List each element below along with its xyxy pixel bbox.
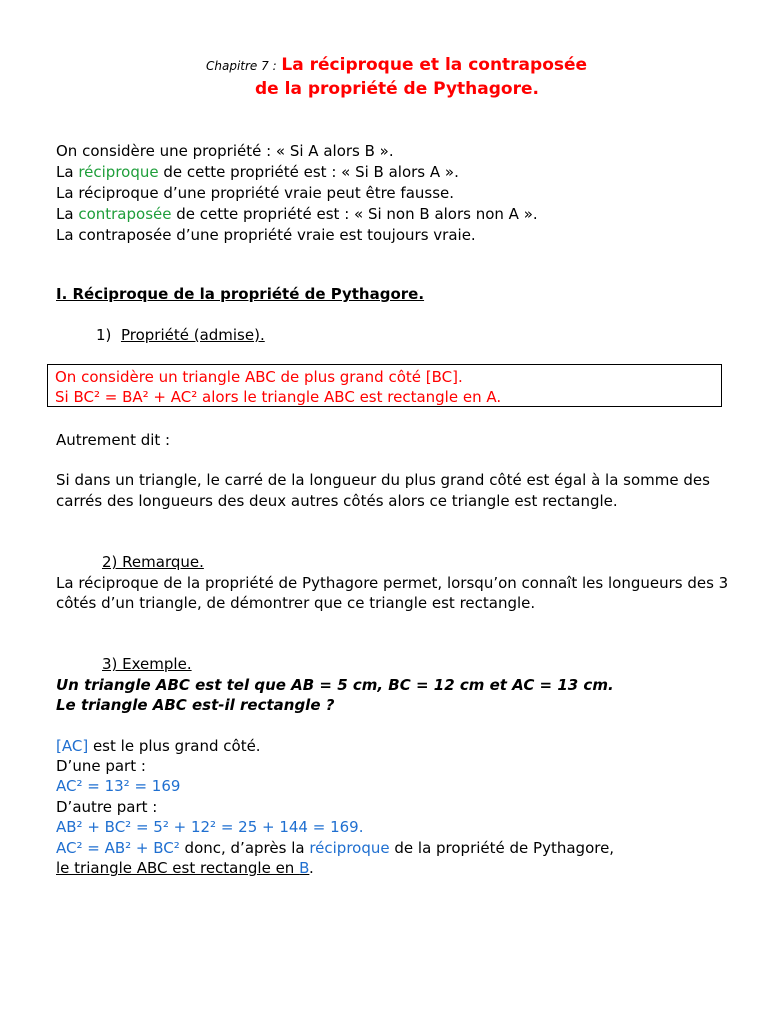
intro-text: La: [56, 163, 79, 181]
autrement-dit: Autrement dit :: [56, 431, 171, 449]
intro-line-4: [56, 204, 538, 224]
chapter-title-1: La réciproque et la contraposée: [281, 55, 588, 75]
solution-line-4: D’autre part :: [56, 798, 158, 816]
paragraph-line-1: Si dans un triangle, le carré de la longueur du plus grand côté est égal à la somme des: [56, 471, 710, 489]
remark-line-1: La réciproque de la propriété de Pythagore permet, lorsqu’on connaît les longueurs des 3: [56, 574, 729, 592]
side-ac: [AC]: [56, 737, 89, 755]
term-contraposee: contraposée: [78, 205, 172, 223]
intro-line-2: [56, 162, 459, 182]
chapter-title-line1: [206, 55, 587, 76]
solution-line-3: AC² = 13² = 169: [56, 777, 181, 795]
example-question-2: Le triangle ABC est-il rectangle ?: [56, 696, 335, 714]
intro-line-1: On considère une propriété : « Si A alors B ».: [56, 142, 394, 160]
solution-text: donc, d’après la: [179, 839, 310, 857]
subsection-2: 2) Remarque.: [102, 553, 204, 571]
solution-line-1: [56, 736, 261, 756]
solution-text: de la propriété de Pythagore,: [389, 839, 615, 857]
intro-text: de cette propriété est : « Si B alors A ».: [158, 163, 459, 181]
chapter-title-2: de la propriété de Pythagore.: [255, 79, 539, 99]
property-line-2: Si BC² = BA² + AC² alors le triangle ABC est rectangle en A.: [55, 388, 502, 406]
paragraph-line-2: carrés des longueurs des deux autres côtés alors ce triangle est rectangle.: [56, 492, 618, 510]
subsection-label: Propriété (admise).: [120, 326, 265, 344]
conclusion-period: .: [309, 859, 314, 877]
subsection-3: 3) Exemple.: [102, 655, 192, 673]
solution-line-6: [56, 838, 614, 858]
subsection-number: 1): [96, 326, 112, 344]
term-reciproque: réciproque: [78, 163, 159, 181]
term-reciproque: réciproque: [309, 839, 390, 857]
vertex-b: B: [299, 859, 310, 877]
solution-line-2: D’une part :: [56, 757, 146, 775]
intro-line-3: La réciproque d’une propriété vraie peut être fausse.: [56, 184, 455, 202]
property-line-1: On considère un triangle ABC de plus grand côté [BC].: [55, 368, 463, 386]
solution-text: est le plus grand côté.: [88, 737, 261, 755]
equality: AC² = AB² + BC²: [56, 839, 180, 857]
example-question-1: Un triangle ABC est tel que AB = 5 cm, BC = 12 cm et AC = 13 cm.: [56, 676, 614, 694]
intro-text: de cette propriété est : « Si non B alors non A ».: [171, 205, 538, 223]
subsection-1: [96, 325, 265, 345]
chapter-label: Chapitre 7 :: [206, 59, 277, 73]
solution-conclusion: [56, 858, 309, 878]
intro-line-5: La contraposée d’une propriété vraie est toujours vraie.: [56, 226, 476, 244]
section-heading: I. Réciproque de la propriété de Pythagore.: [56, 285, 425, 303]
intro-text: La: [56, 205, 79, 223]
solution-line-5: AB² + BC² = 5² + 12² = 25 + 144 = 169.: [56, 818, 364, 836]
remark-line-2: côtés d’un triangle, de démontrer que ce triangle est rectangle.: [56, 594, 536, 612]
conclusion-text: le triangle ABC est rectangle en: [56, 859, 300, 877]
